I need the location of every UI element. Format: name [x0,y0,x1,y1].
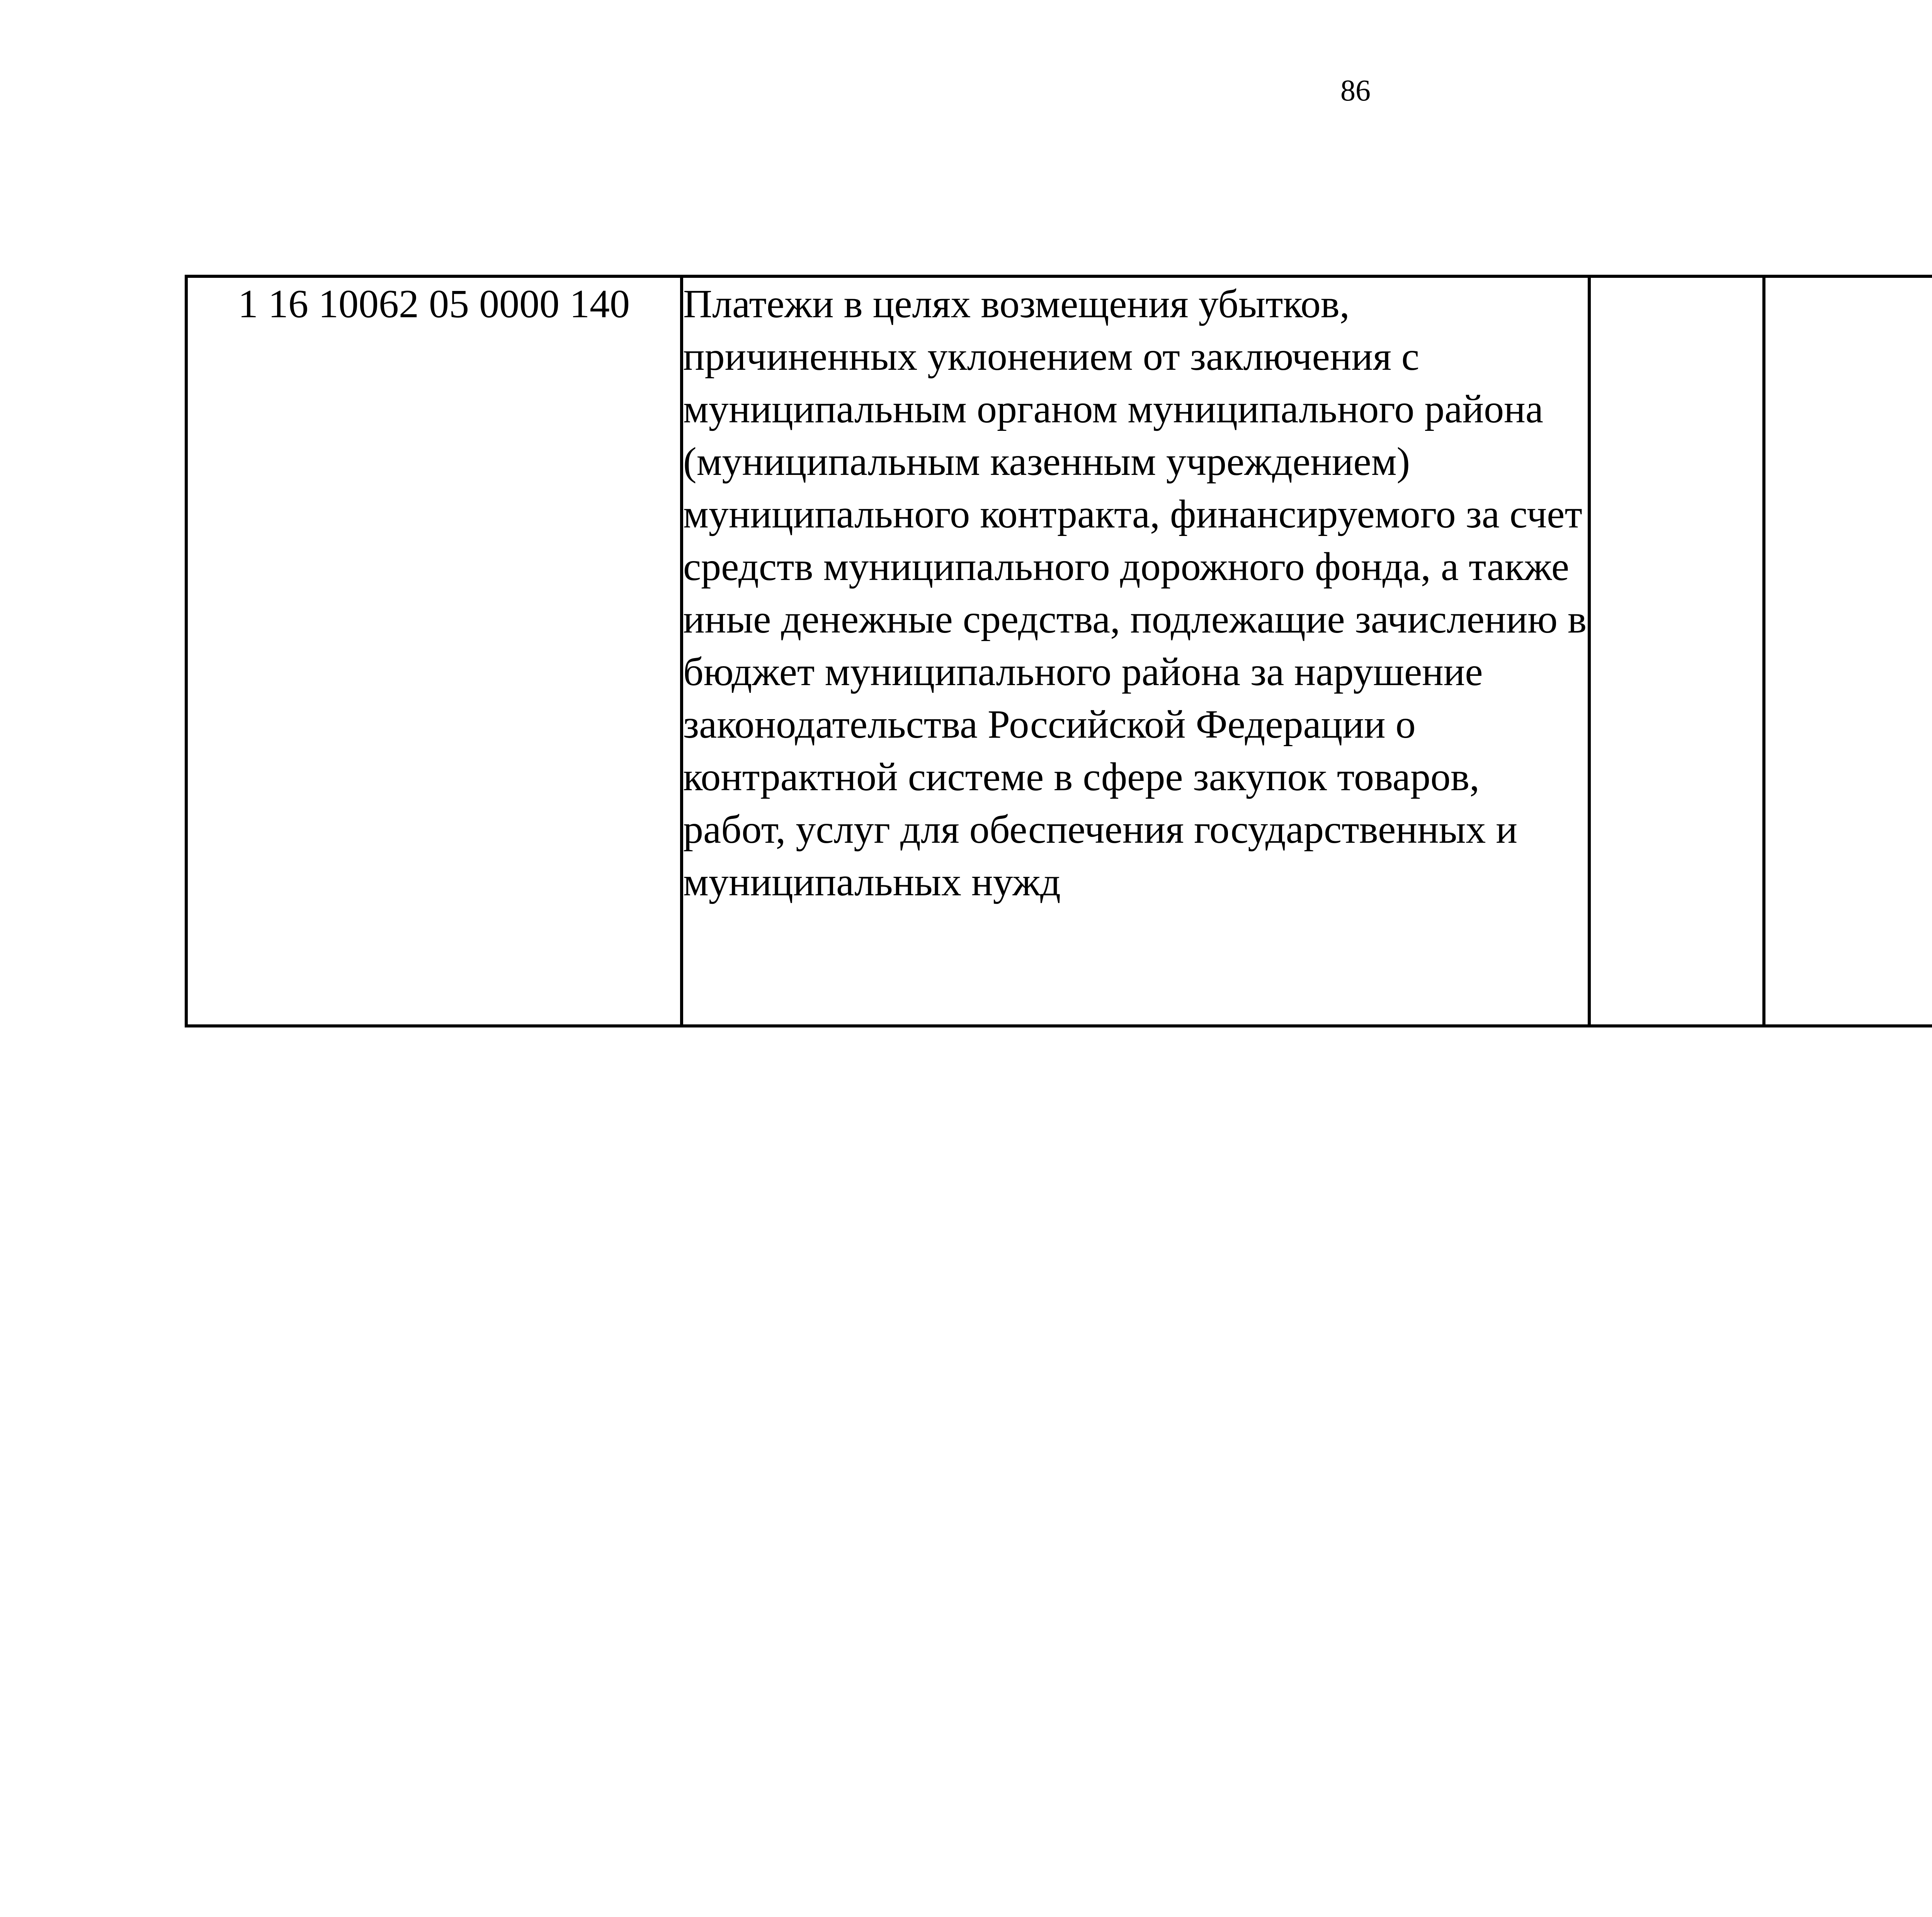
page-number: 86 [1340,73,1371,107]
table-row [186,276,1932,1026]
budget-classification-code-cell: 1 16 10062 05 0000 140 [186,276,682,1026]
revenue-description-cell: Платежи в целях возмещения убытков, причиненных уклонением от заключения с муниципальным органом муниципального района (муниципальным казенным учреждением) муниципального контракта, финансируемого за счет средств муниципального дорожного фонда, а также иные денежные средства, подлежащие зачислению в бюджет муниципального района за нарушение законодательства Российской Федерации о контрактной системе в сфере закупок товаров, работ, услуг для обеспечения государственных и муниципальных нужд [682,276,1589,1026]
value-cell-4 [1764,276,1932,1026]
value-cell-3 [1589,276,1764,1026]
budget-revenue-table [185,275,1932,1027]
